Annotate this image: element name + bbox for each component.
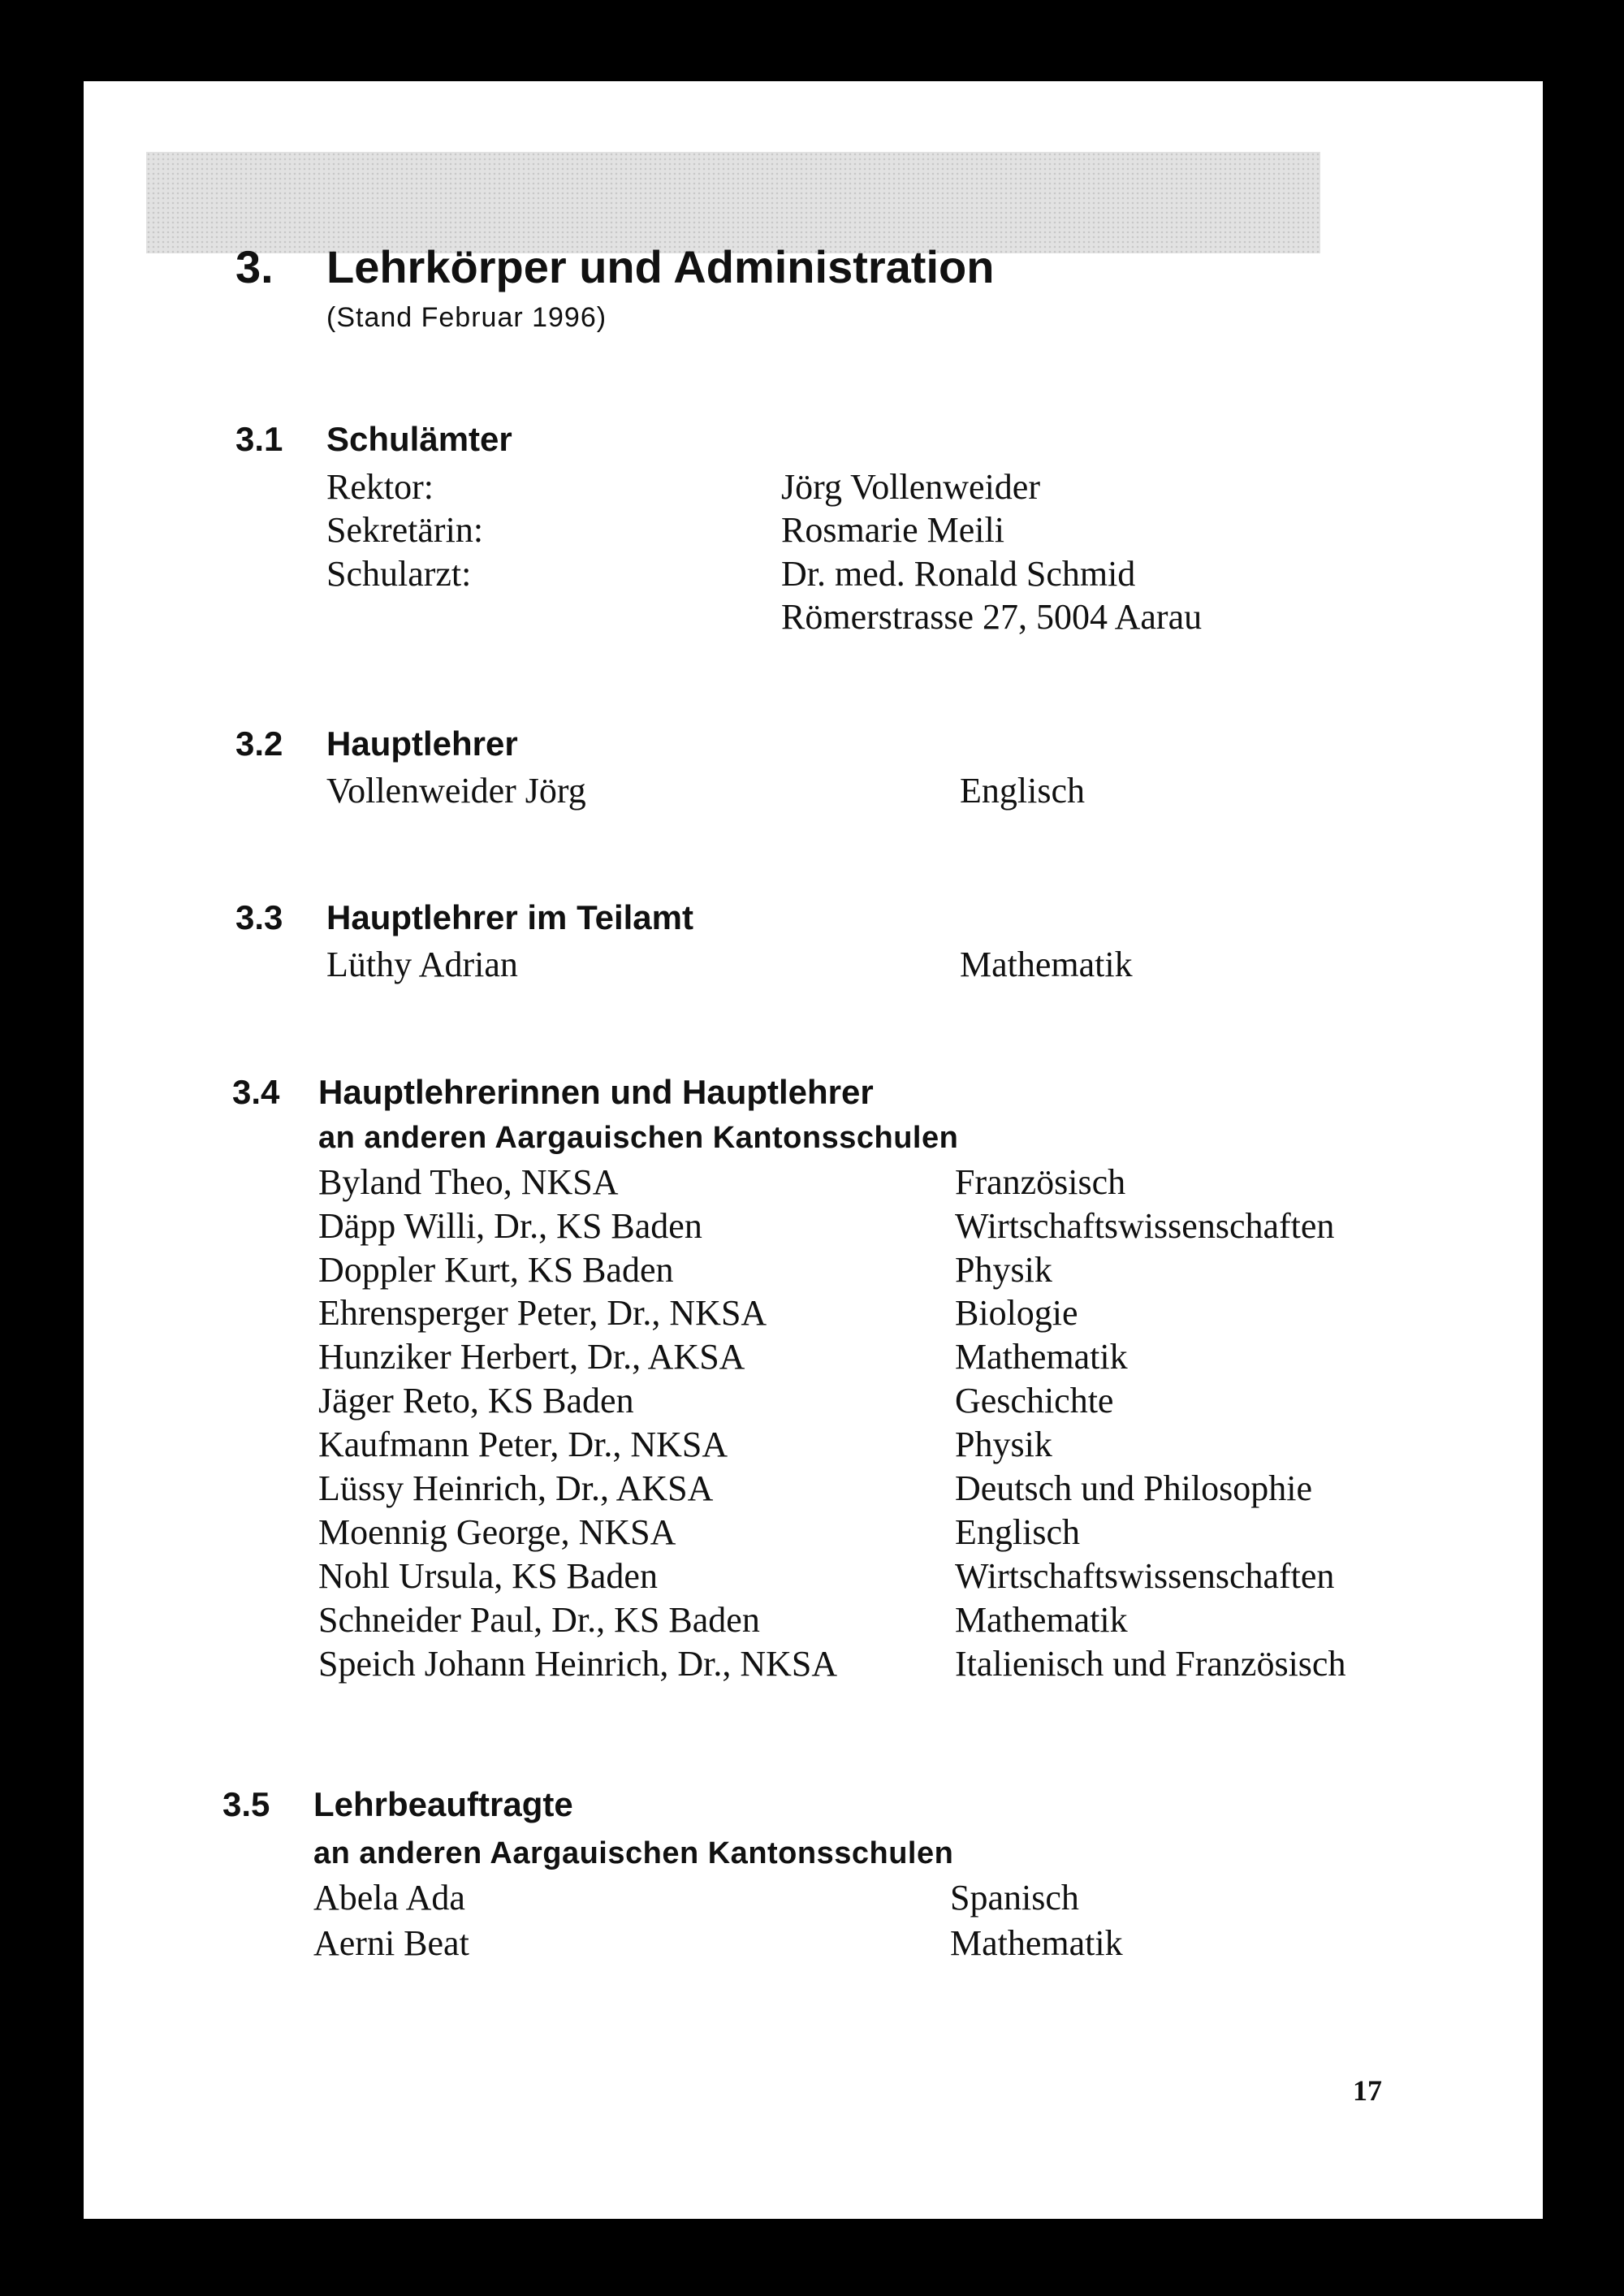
teacher-subject: Mathematik [950, 1923, 1123, 1963]
office-value: Dr. med. Ronald Schmid [781, 554, 1136, 594]
teacher-name: Moennig George, NKSA [318, 1512, 676, 1552]
section-3-4-number: 3.4 [232, 1073, 280, 1111]
teacher-name: Däpp Willi, Dr., KS Baden [318, 1206, 702, 1246]
office-value: Jörg Vollenweider [781, 467, 1040, 507]
section-3-2-number: 3.2 [235, 724, 283, 763]
teacher-name: Byland Theo, NKSA [318, 1162, 619, 1202]
teacher-name: Ehrensperger Peter, Dr., NKSA [318, 1293, 767, 1333]
office-label: Schularzt: [326, 554, 472, 594]
teacher-subject: Wirtschaftswissenschaften [955, 1206, 1335, 1246]
teacher-subject: Deutsch und Philosophie [955, 1468, 1312, 1508]
section-3-3-title: Hauptlehrer im Teilamt [326, 898, 693, 936]
teacher-name: Doppler Kurt, KS Baden [318, 1250, 674, 1290]
teacher-name: Vollenweider Jörg [326, 771, 586, 811]
teacher-name: Abela Ada [313, 1878, 465, 1918]
teacher-subject: Spanisch [950, 1878, 1079, 1918]
section-3-5-title: Lehrbeauftragte [313, 1785, 573, 1823]
teacher-subject: Geschichte [955, 1381, 1114, 1420]
teacher-name: Lüssy Heinrich, Dr., AKSA [318, 1468, 714, 1508]
teacher-subject: Mathematik [955, 1337, 1128, 1377]
chapter-subtitle: (Stand Februar 1996) [326, 302, 607, 333]
teacher-subject: Französisch [955, 1162, 1126, 1202]
teacher-subject: Physik [955, 1425, 1052, 1464]
teacher-name: Hunziker Herbert, Dr., AKSA [318, 1337, 745, 1377]
office-value: Rosmarie Meili [781, 510, 1004, 550]
section-3-3-number: 3.3 [235, 898, 283, 936]
office-label: Rektor: [326, 467, 434, 507]
office-address: Römerstrasse 27, 5004 Aarau [781, 597, 1203, 637]
teacher-subject: Englisch [960, 771, 1085, 811]
teacher-name: Aerni Beat [313, 1923, 469, 1963]
chapter-header-band [146, 152, 1320, 253]
section-3-1-number: 3.1 [235, 420, 283, 458]
chapter-title: Lehrkörper und Administration [326, 241, 995, 292]
office-label: Sekretärin: [326, 510, 484, 550]
teacher-name: Schneider Paul, Dr., KS Baden [318, 1600, 760, 1640]
section-3-5-number: 3.5 [222, 1785, 270, 1823]
teacher-subject: Mathematik [960, 945, 1133, 984]
section-3-5-subtitle: an anderen Aargauischen Kantonsschulen [313, 1836, 954, 1870]
teacher-subject: Wirtschaftswissenschaften [955, 1556, 1335, 1596]
section-3-2-title: Hauptlehrer [326, 724, 518, 763]
chapter-number: 3. [235, 241, 274, 292]
teacher-subject: Mathematik [955, 1600, 1128, 1640]
section-3-4-subtitle: an anderen Aargauischen Kantonsschulen [318, 1121, 959, 1155]
page-number: 17 [1353, 2074, 1382, 2107]
teacher-subject: Englisch [955, 1512, 1080, 1552]
teacher-name: Nohl Ursula, KS Baden [318, 1556, 658, 1596]
section-3-4-title: Hauptlehrerinnen und Hauptlehrer [318, 1073, 874, 1111]
teacher-subject: Italienisch und Französisch [955, 1644, 1346, 1684]
teacher-name: Kaufmann Peter, Dr., NKSA [318, 1425, 728, 1464]
section-3-1-title: Schulämter [326, 420, 512, 458]
teacher-name: Lüthy Adrian [326, 945, 518, 984]
teacher-name: Speich Johann Heinrich, Dr., NKSA [318, 1644, 838, 1684]
teacher-name: Jäger Reto, KS Baden [318, 1381, 634, 1420]
teacher-subject: Biologie [955, 1293, 1078, 1333]
teacher-subject: Physik [955, 1250, 1052, 1290]
